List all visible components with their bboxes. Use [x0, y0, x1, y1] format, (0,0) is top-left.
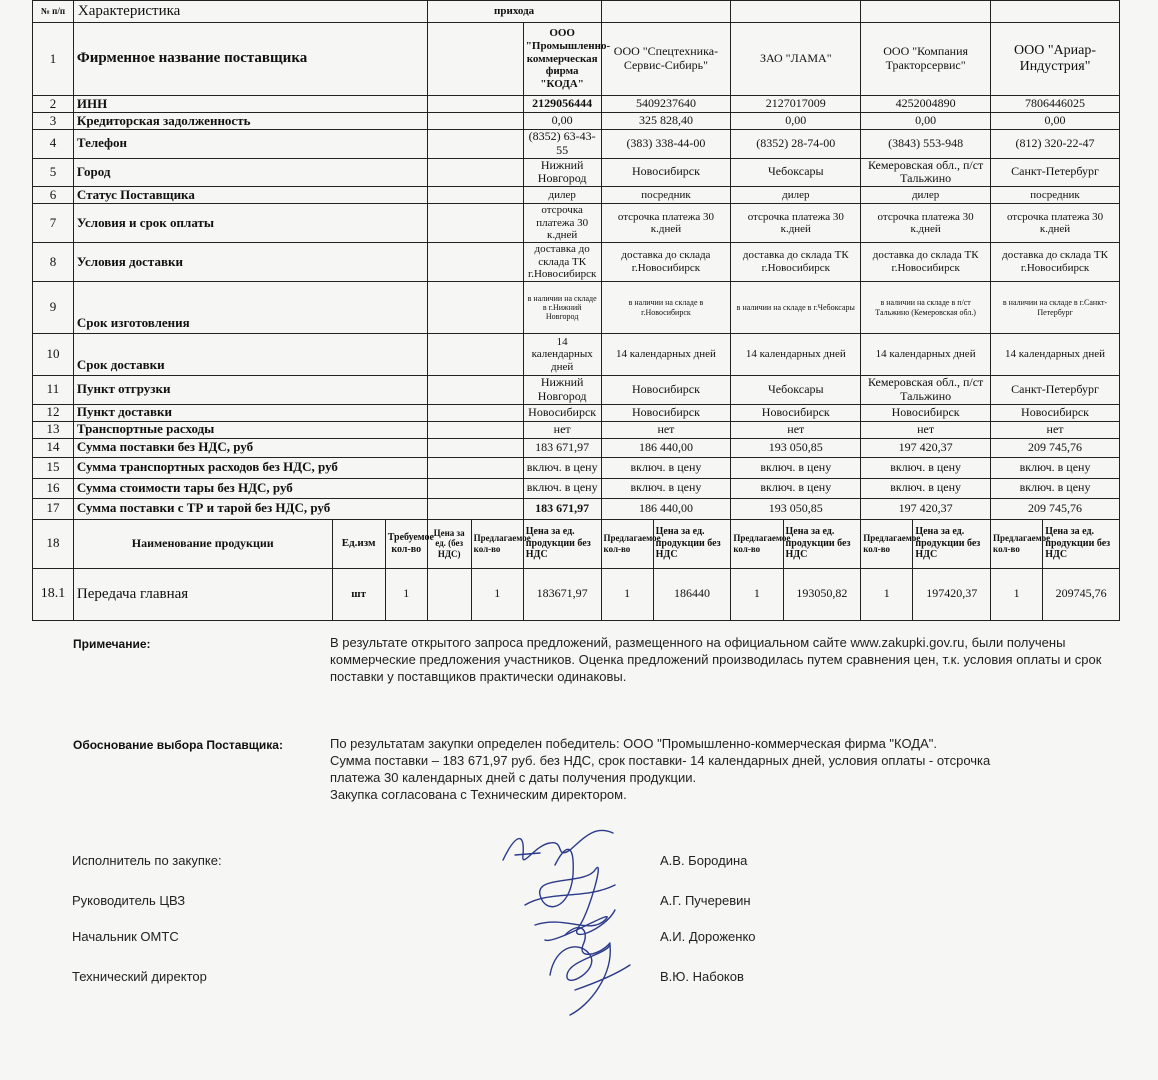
- price-header: Цена за ед. (без НДС): [427, 519, 471, 568]
- row-number: 3: [33, 113, 74, 130]
- table-row: [33, 438, 1120, 457]
- cell-value: 14 календарных дней: [991, 334, 1120, 376]
- cell-value: Новосибирск: [523, 404, 601, 421]
- cell-value: доставка до склада ТК г.Новосибирск: [731, 243, 861, 282]
- unit-price-header: Цена за ед. продукции без НДС: [913, 519, 991, 568]
- offered-qty: 1: [601, 568, 653, 620]
- row-label: ИНН: [73, 96, 427, 113]
- cell-value: включ. в цену: [861, 478, 991, 498]
- cell-value: отсрочка платежа 30 к.дней: [731, 204, 861, 243]
- offered-qty: 1: [861, 568, 913, 620]
- cell-value: 14 календарных дней: [731, 334, 861, 376]
- row-number: 10: [33, 334, 74, 376]
- product-unit: шт: [332, 568, 385, 620]
- row-label: Город: [73, 158, 427, 187]
- table-row: [33, 187, 1120, 204]
- cell-value: 197 420,37: [861, 498, 991, 519]
- table-row: [33, 421, 1120, 438]
- cell-value: включ. в цену: [991, 478, 1120, 498]
- table-row: [33, 478, 1120, 498]
- cell-value: доставка до склада ТК г.Новосибирск: [523, 243, 601, 282]
- cell-value: 186 440,00: [601, 438, 731, 457]
- table-row: [33, 404, 1120, 421]
- cell-value: в наличии на складе в г.Нижний Новгород: [523, 282, 601, 334]
- cell-value: в наличии на складе в г.Новосибирск: [601, 282, 731, 334]
- table-row: [33, 96, 1120, 113]
- cell-value: нет: [601, 421, 731, 438]
- cell-value: включ. в цену: [731, 457, 861, 478]
- unit-price-header: Цена за ед. продукции без НДС: [783, 519, 861, 568]
- row-number: 8: [33, 243, 74, 282]
- cell-value: включ. в цену: [601, 457, 731, 478]
- cell-value: (812) 320-22-47: [991, 130, 1120, 159]
- offered-qty-header: Предлагаемое кол-во: [861, 519, 913, 568]
- table-row: [33, 204, 1120, 243]
- row-label: Транспортные расходы: [73, 421, 427, 438]
- signature-name: А.В. Бородина: [660, 853, 748, 868]
- comparison-table: [32, 0, 1120, 621]
- unit-price-header: Цена за ед. продукции без НДС: [1043, 519, 1120, 568]
- offered-qty: 1: [471, 568, 523, 620]
- cell-value: доставка до склада ТК г.Новосибирск: [991, 243, 1120, 282]
- cell-value: (8352) 28-74-00: [731, 130, 861, 159]
- cell-value: Новосибирск: [601, 404, 731, 421]
- table-row: 1 Фирменное название поставщика ООО "Промышленно-коммерческая фирма "КОДА" ООО "Спецтехника-Сервис-Сибирь" ЗАО "ЛАМА" ООО "Компания Тракторсервис" ООО "Ариар-Индустрия": [33, 23, 1120, 96]
- unit-header: Ед.изм: [332, 519, 385, 568]
- cell-value: в наличии на складе в г.Санкт-Петербург: [991, 282, 1120, 334]
- cell-value: Новосибирск: [991, 404, 1120, 421]
- cell-value: Чебоксары: [731, 158, 861, 187]
- cell-value: (383) 338-44-00: [601, 130, 731, 159]
- cell-value: 325 828,40: [601, 113, 731, 130]
- cell-value: 14 календарных дней: [861, 334, 991, 376]
- row-number: 14: [33, 438, 74, 457]
- col-char-header: Характеристика: [73, 1, 427, 23]
- required-qty-header: Требуемое кол-во: [385, 519, 427, 568]
- row-label: Статус Поставщика: [73, 187, 427, 204]
- row-number: 12: [33, 404, 74, 421]
- row-number: 17: [33, 498, 74, 519]
- col-prihoda-header: прихода: [427, 1, 601, 23]
- table-row: [33, 334, 1120, 376]
- cell-value: Кемеровская обл., п/ст Тальжино: [861, 376, 991, 405]
- row-label: Сумма стоимости тары без НДС, руб: [73, 478, 427, 498]
- row-label: Условия и срок оплаты: [73, 204, 427, 243]
- cell-value: Новосибирск: [861, 404, 991, 421]
- supplier-name: ЗАО "ЛАМА": [731, 23, 861, 96]
- offered-qty-header: Предлагаемое кол-во: [601, 519, 653, 568]
- cell-value: включ. в цену: [523, 457, 601, 478]
- cell-value: 0,00: [861, 113, 991, 130]
- row-number: 16: [33, 478, 74, 498]
- cell-value: нет: [731, 421, 861, 438]
- signature-role: Исполнитель по закупке:: [72, 853, 222, 868]
- offered-qty-header: Предлагаемое кол-во: [471, 519, 523, 568]
- cell-value: в наличии на складе в г.Чебоксары: [731, 282, 861, 334]
- signature-name: А.Г. Пучеревин: [660, 893, 751, 908]
- cell-value: 0,00: [991, 113, 1120, 130]
- cell-value: дилер: [861, 187, 991, 204]
- cell-value: 5409237640: [601, 96, 731, 113]
- row-number: 2: [33, 96, 74, 113]
- cell-value: 183 671,97: [523, 498, 601, 519]
- cell-value: 7806446025: [991, 96, 1120, 113]
- row-number: 7: [33, 204, 74, 243]
- cell-value: доставка до склада г.Новосибирск: [601, 243, 731, 282]
- row-label: Пункт доставки: [73, 404, 427, 421]
- table-row: [33, 158, 1120, 187]
- cell-value: Новосибирск: [601, 158, 731, 187]
- cell-value: 2127017009: [731, 96, 861, 113]
- cell-value: 186 440,00: [601, 498, 731, 519]
- table-row: [33, 376, 1120, 405]
- cell-value: включ. в цену: [601, 478, 731, 498]
- cell-value: доставка до склада ТК г.Новосибирск: [861, 243, 991, 282]
- product-header-row: 18 Наименование продукции Ед.изм Требуемое кол-во Цена за ед. (без НДС) Предлагаемое кол-во Цена за ед. продукции без НДС Предлагаемое кол-во Цена за ед. продукции без НДС Предлагаемое кол-во Цена за ед. продукции без НДС Предлагаемое кол-во Цена за ед. продукции без НДС Предлагаемое кол-во Цена за ед. продукции без НДС: [33, 519, 1120, 568]
- cell-value: включ. в цену: [523, 478, 601, 498]
- cell-value: 209 745,76: [991, 498, 1120, 519]
- required-qty: 1: [385, 568, 427, 620]
- row-label: Телефон: [73, 130, 427, 159]
- row-label: Кредиторская задолженность: [73, 113, 427, 130]
- unit-price: 209745,76: [1043, 568, 1120, 620]
- table-row: [33, 457, 1120, 478]
- cell-value: 0,00: [731, 113, 861, 130]
- supplier-name: ООО "Спецтехника-Сервис-Сибирь": [601, 23, 731, 96]
- product-name: Передача главная: [73, 568, 332, 620]
- cell-value: посредник: [601, 187, 731, 204]
- cell-value: дилер: [731, 187, 861, 204]
- cell-value: 183 671,97: [523, 438, 601, 457]
- product-row: 18.1 Передача главная шт 1 1 183671,97 1 186440 1 193050,82 1 197420,37 1 209745,76: [33, 568, 1120, 620]
- row-label: Сумма поставки с ТР и тарой без НДС, руб: [73, 498, 427, 519]
- unit-price: 197420,37: [913, 568, 991, 620]
- row-label: Пункт отгрузки: [73, 376, 427, 405]
- cell-value: 2129056444: [523, 96, 601, 113]
- cell-value: нет: [991, 421, 1120, 438]
- cell-value: нет: [861, 421, 991, 438]
- cell-value: 209 745,76: [991, 438, 1120, 457]
- cell-value: Чебоксары: [731, 376, 861, 405]
- cell-value: 14 календарных дней: [523, 334, 601, 376]
- row-label: Сумма транспортных расходов без НДС, руб: [73, 457, 427, 478]
- row-label: Условия доставки: [73, 243, 427, 282]
- cell-value: нет: [523, 421, 601, 438]
- unit-price: 193050,82: [783, 568, 861, 620]
- cell-value: Санкт-Петербург: [991, 158, 1120, 187]
- signature-role: Руководитель ЦВЗ: [72, 893, 186, 908]
- unit-price: 183671,97: [523, 568, 601, 620]
- row-number: 15: [33, 457, 74, 478]
- unit-price-header: Цена за ед. продукции без НДС: [523, 519, 601, 568]
- cell-value: включ. в цену: [991, 457, 1120, 478]
- table-header-row: [33, 1, 1120, 23]
- offered-qty-header: Предлагаемое кол-во: [731, 519, 783, 568]
- cell-value: (8352) 63-43-55: [523, 130, 601, 159]
- table-row: [33, 130, 1120, 159]
- signature-name: В.Ю. Набоков: [660, 969, 744, 984]
- cell-value: Новосибирск: [601, 376, 731, 405]
- offered-qty-header: Предлагаемое кол-во: [991, 519, 1043, 568]
- cell-value: 14 календарных дней: [601, 334, 731, 376]
- cell-value: Новосибирск: [731, 404, 861, 421]
- cell-value: Санкт-Петербург: [991, 376, 1120, 405]
- cell-value: 193 050,85: [731, 438, 861, 457]
- basis-text: По результатам закупки определен победитель: ООО "Промышленно-коммерческая фирма "КОДА". Сумма поставки – 183 671,97 руб. без НДС, срок поставки- 14 календарных дней, условия оплаты - отсрочка платежа 30 календарных дней с даты получения продукции. Закупка согласована с Техническим директором.: [330, 736, 991, 802]
- row-label: Фирменное название поставщика: [73, 23, 427, 96]
- cell-value: дилер: [523, 187, 601, 204]
- unit-price-header: Цена за ед. продукции без НДС: [653, 519, 731, 568]
- cell-value: в наличии на складе в п/ст Тальжино (Кемеровская обл.): [861, 282, 991, 334]
- cell-value: Нижний Новгород: [523, 158, 601, 187]
- table-row: [33, 113, 1120, 130]
- cell-value: Кемеровская обл., п/ст Тальжино: [861, 158, 991, 187]
- table-row: [33, 498, 1120, 519]
- cell-value: посредник: [991, 187, 1120, 204]
- row-label: Срок изготовления: [73, 282, 427, 334]
- cell-value: отсрочка платежа 30 к.дней: [991, 204, 1120, 243]
- supplier-name: ООО "Ариар-Индустрия": [991, 23, 1120, 96]
- row-label: Сумма поставки без НДС, руб: [73, 438, 427, 457]
- table-row: [33, 243, 1120, 282]
- cell-value: отсрочка платежа 30 к.дней: [861, 204, 991, 243]
- cell-value: Нижний Новгород: [523, 376, 601, 405]
- signature-name: А.И. Дороженко: [660, 929, 756, 944]
- unit-price: 186440: [653, 568, 731, 620]
- row-number: 11: [33, 376, 74, 405]
- basis-label: Обоснование выбора Поставщика:: [73, 738, 283, 752]
- row-label: Срок доставки: [73, 334, 427, 376]
- row-number: 6: [33, 187, 74, 204]
- signature-role: Технический директор: [72, 969, 207, 984]
- cell-value: отсрочка платежа 30 к.дней: [523, 204, 601, 243]
- row-number: 5: [33, 158, 74, 187]
- cell-value: 197 420,37: [861, 438, 991, 457]
- col-num-header: № п/п: [33, 1, 74, 23]
- product-name-header: Наименование продукции: [73, 519, 332, 568]
- note-text: В результате открытого запроса предложений, размещенного на официальном сайте www.zakupki.gov.ru, были получены коммерческие предложения участников. Оценка предложений производилась путем сравнения цен, т.к. условия оплаты и срок поставки у поставщиков практически одинаковы.: [330, 635, 1102, 684]
- cell-value: включ. в цену: [861, 457, 991, 478]
- handwritten-signatures: [495, 815, 655, 1035]
- supplier-name: ООО "Промышленно-коммерческая фирма "КОДА": [523, 23, 601, 96]
- note-label: Примечание:: [73, 637, 151, 651]
- table-row: [33, 282, 1120, 334]
- cell-value: 4252004890: [861, 96, 991, 113]
- cell-value: включ. в цену: [731, 478, 861, 498]
- offered-qty: 1: [731, 568, 783, 620]
- row-number: 13: [33, 421, 74, 438]
- cell-value: 193 050,85: [731, 498, 861, 519]
- cell-value: (3843) 553-948: [861, 130, 991, 159]
- supplier-name: ООО "Компания Тракторсервис": [861, 23, 991, 96]
- row-number: 9: [33, 282, 74, 334]
- row-number: 4: [33, 130, 74, 159]
- signature-role: Начальник ОМТС: [72, 929, 179, 944]
- offered-qty: 1: [991, 568, 1043, 620]
- cell-value: отсрочка платежа 30 к.дней: [601, 204, 731, 243]
- cell-value: 0,00: [523, 113, 601, 130]
